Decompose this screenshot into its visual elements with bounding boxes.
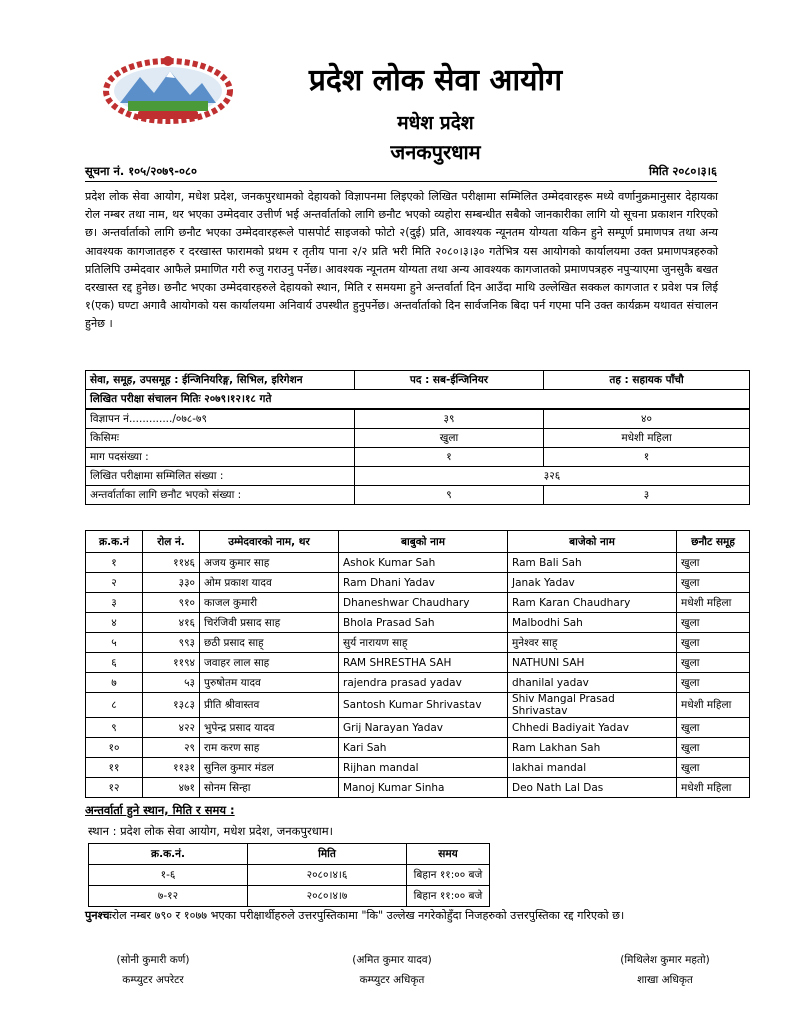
candidate-name: सुनिल कुमार मंडल — [200, 758, 339, 778]
serial-number: ६ — [86, 653, 143, 673]
father-name: Rijhan mandal — [339, 758, 508, 778]
postscript-note — [85, 908, 765, 923]
candidate-name: भुपेन्द्र प्रसाद यादव — [200, 718, 339, 738]
serial-number: ११ — [86, 758, 143, 778]
serial-number: ८ — [86, 693, 143, 718]
candidate-name: प्रीति श्रीवास्तव — [200, 693, 339, 718]
notice-date: मिति २०८०।३।६ — [649, 164, 717, 178]
candidate-name: सोनम सिन्हा — [200, 778, 339, 798]
father-name: Manoj Kumar Sinha — [339, 778, 508, 798]
table-header-row — [86, 531, 750, 553]
roll-number: ९९३ — [143, 633, 200, 653]
column-header: बाबुको नाम — [339, 531, 508, 553]
info-value: ३२६ — [355, 467, 750, 486]
roll-number: १३८३ — [143, 693, 200, 718]
candidate-name: छठी प्रसाद साह् — [200, 633, 339, 653]
info-label: अन्तर्वार्ताका लागि छनौट भएको संख्या : — [86, 486, 355, 505]
father-name: Ashok Kumar Sah — [339, 553, 508, 573]
signatory-name: (सोनी कुमारी कर्ण) — [116, 954, 190, 966]
signature-block — [590, 953, 740, 987]
column-header: रोल नं. — [143, 531, 200, 553]
header-divider — [85, 181, 717, 182]
selection-group: खुला — [677, 633, 750, 653]
roll-number: ३३० — [143, 573, 200, 593]
info-value: मधेशी महिला — [544, 429, 750, 448]
info-label: किसिमः — [86, 429, 355, 448]
info-value: खुला — [355, 429, 544, 448]
province-name: मधेश प्रदेश — [397, 112, 474, 134]
candidate-name: अजय कुमार साह — [200, 553, 339, 573]
serial-number: ७ — [86, 673, 143, 693]
roll-number: ९१० — [143, 593, 200, 613]
city-name: जनकपुरधाम — [390, 140, 481, 164]
signatory-role: कम्प्युटर अधिकृत — [359, 974, 425, 986]
candidate-name: काजल कुमारी — [200, 593, 339, 613]
grandfather-name: Ram Lakhan Sah — [508, 738, 677, 758]
column-header: क्र.क.नं — [86, 531, 143, 553]
selection-group: खुला — [677, 653, 750, 673]
info-value: ९ — [355, 486, 544, 505]
selection-group: खुला — [677, 738, 750, 758]
table-row — [86, 758, 750, 778]
father-name: rajendra prasad yadav — [339, 673, 508, 693]
roll-number: ११९४ — [143, 653, 200, 673]
grandfather-name: Shiv Mangal Prasad Shrivastav — [508, 693, 677, 718]
info-value: ४० — [544, 409, 750, 429]
father-name: सुर्य नारायण साह् — [339, 633, 508, 653]
serial-number: ५ — [86, 633, 143, 653]
interview-venue-place: स्थान : प्रदेश लोक सेवा आयोग, मधेश प्रदेश, जनकपुरधाम। — [88, 824, 333, 838]
selection-group: खुला — [677, 573, 750, 593]
father-name: Ram Dhani Yadav — [339, 573, 508, 593]
schedule-range: ७-१२ — [89, 886, 248, 907]
serial-number: ३ — [86, 593, 143, 613]
father-name: Santosh Kumar Shrivastav — [339, 693, 508, 718]
grandfather-name: Malbodhi Sah — [508, 613, 677, 633]
signatory-name: (मिथिलेश कुमार महतो) — [620, 954, 710, 966]
table-row — [86, 653, 750, 673]
table-row — [86, 738, 750, 758]
grandfather-name: Deo Nath Lal Das — [508, 778, 677, 798]
candidate-name: चिरंजिवी प्रसाद साह — [200, 613, 339, 633]
postscript-label: पुनश्चः — [85, 909, 112, 922]
candidate-name: जवाहर लाल साह — [200, 653, 339, 673]
grandfather-name: lakhai mandal — [508, 758, 677, 778]
candidate-name: पुरुषोतम यादव — [200, 673, 339, 693]
grandfather-name: dhanilal yadav — [508, 673, 677, 693]
schedule-date: २०८०।४।६ — [248, 865, 407, 886]
postscript-text: रोल नम्बर ७९० र १०७७ भएका परीक्षार्थीहरुले उत्तरपुस्तिकामा "कि" उल्लेख नगरेकोहुँदा निजहरुको उत्तरपुस्तिका रद्द गरिएको छ। — [111, 909, 625, 922]
interview-schedule-table — [88, 843, 490, 907]
serial-number: १२ — [86, 778, 143, 798]
interview-venue-title: अन्तर्वार्ता हुने स्थान, मिति र समय : — [85, 803, 235, 817]
serial-number: १ — [86, 553, 143, 573]
roll-number: ४१६ — [143, 613, 200, 633]
roll-number: ५३ — [143, 673, 200, 693]
table-row — [86, 613, 750, 633]
advertisement-info-table — [85, 370, 750, 505]
table-row — [86, 778, 750, 798]
info-label: माग पदसंख्या : — [86, 448, 355, 467]
selection-group: खुला — [677, 553, 750, 573]
serial-number: १० — [86, 738, 143, 758]
roll-number: ४७१ — [143, 778, 200, 798]
selection-group: खुला — [677, 758, 750, 778]
service-group: सेवा, समूह, उपसमूह : ईन्जिनियरिङ्ग, सिभिल, इरिगेशन — [86, 371, 355, 390]
table-row — [86, 673, 750, 693]
info-value: १ — [355, 448, 544, 467]
father-name: Grij Narayan Yadav — [339, 718, 508, 738]
table-row — [86, 593, 750, 613]
column-header: छनौट समूह — [677, 531, 750, 553]
selection-group: मधेशी महिला — [677, 778, 750, 798]
table-row — [86, 573, 750, 593]
exam-date: लिखित परीक्षा संचालन मितिः २०७९।१२।१८ गते — [86, 390, 750, 410]
grandfather-name: Ram Karan Chaudhary — [508, 593, 677, 613]
column-header: समय — [407, 844, 490, 865]
signatory-role: शाखा अधिकृत — [637, 974, 693, 986]
grandfather-name: Janak Yadav — [508, 573, 677, 593]
selection-group: मधेशी महिला — [677, 593, 750, 613]
father-name: RAM SHRESTHA SAH — [339, 653, 508, 673]
info-label: विज्ञापन नं............./०७८-७९ — [86, 409, 355, 429]
table-row — [86, 633, 750, 653]
signature-block — [88, 953, 218, 987]
serial-number: २ — [86, 573, 143, 593]
roll-number: ११४६ — [143, 553, 200, 573]
grandfather-name: मुनेश्वर साह् — [508, 633, 677, 653]
candidate-name: राम करण साह — [200, 738, 339, 758]
grandfather-name: NATHUNI SAH — [508, 653, 677, 673]
serial-number: ४ — [86, 613, 143, 633]
info-label: लिखित परीक्षामा सम्मिलित संख्या : — [86, 467, 355, 486]
column-header: बाजेको नाम — [508, 531, 677, 553]
signatory-role: कम्प्युटर अपरेटर — [122, 974, 184, 986]
info-value: ३ — [544, 486, 750, 505]
selected-candidates-table — [85, 530, 750, 798]
candidate-name: ओम प्रकाश यादव — [200, 573, 339, 593]
schedule-range: १-६ — [89, 865, 248, 886]
selection-group: खुला — [677, 718, 750, 738]
grandfather-name: Chhedi Badiyait Yadav — [508, 718, 677, 738]
table-row — [86, 553, 750, 573]
serial-number: ९ — [86, 718, 143, 738]
commission-title: प्रदेश लोक सेवा आयोग — [308, 63, 563, 98]
schedule-date: २०८०।४।७ — [248, 886, 407, 907]
column-header: क्र.क.नं. — [89, 844, 248, 865]
schedule-time: बिहान ११:०० बजे — [407, 865, 490, 886]
info-value: ३९ — [355, 409, 544, 429]
roll-number: ४२२ — [143, 718, 200, 738]
father-name: Kari Sah — [339, 738, 508, 758]
selection-group: खुला — [677, 673, 750, 693]
table-row — [86, 693, 750, 718]
signature-block — [322, 953, 462, 987]
schedule-time: बिहान ११:०० बजे — [407, 886, 490, 907]
table-row — [89, 886, 490, 907]
roll-number: ११३१ — [143, 758, 200, 778]
post-level: तह : सहायक पाँचौ — [544, 371, 750, 390]
post-name: पद : सब-ईन्जिनियर — [355, 371, 544, 390]
column-header: उम्मेदवारको नाम, थर — [200, 531, 339, 553]
selection-group: खुला — [677, 613, 750, 633]
roll-number: २९ — [143, 738, 200, 758]
info-value: १ — [544, 448, 750, 467]
notice-body: प्रदेश लोक सेवा आयोग, मधेश प्रदेश, जनकपुरधामको देहायको विज्ञापनमा लिइएको लिखित परीक्षामा सम्मिलित उम्मेदवारहरू मध्ये वर्णानुक्रमानुसार देहायका रोल नम्बर तथा नाम, थर भएका उम्मेदवार उत्तीर्ण भई अन्तर्वार्ताको लागि छनौट भएको व्यहोरा सम्बन्धीत सबैको जानकारीका लागि यो सूचना प्रकाशन गरिएको छ। अन्तर्वार्ताको लागि छनौट भएका उम्मेदवारहरूले पासपोर्ट साइजको फोटो २(दुई) प्रति, आवश्यक न्यूनतम योग्यता यकिन हुने सम्पूर्ण प्रमाणपत्र तथा अन्य आवश्यक कागजातहरु र दरखास्त फारामको प्रथम र तृतीय पाना २/२ प्रति भरी मिति २०८०।३।३० गतेभित्र यस आयोगको कार्यालयमा उक्त प्रमाणपत्रहरुको प्रतिलिपि उम्मेदवार आफैले प्रमाणित गरी रुजु गराउनु पर्नेछ। आवश्यक न्यूनतम योग्यता तथा अन्य आवश्यक कागजातको प्रमाणपत्रहरु नपुर्‍याएमा जुनसुकै बखत दरखास्त रद्द हुनेछ। छनौट भएका उम्मेदवारहरुले देहायको स्थान, मिति र समयमा हुने अन्तर्वार्ता दिन आउँदा माथि उल्लेखित सक्कल कागजात र प्रवेश पत्र लिई १(एक) घण्टा अगावै आयोगको यस कार्यालयमा अनिवार्य उपस्थीत हुनुपर्नेछ। अन्तर्वार्ताको दिन सार्वजनिक बिदा पर्न गएमा पनि उक्त कार्यक्रम यथावत संचालन हुनेछ । — [85, 190, 718, 331]
column-header: मिति — [248, 844, 407, 865]
table-row — [86, 718, 750, 738]
father-name: Bhola Prasad Sah — [339, 613, 508, 633]
notice-number: सूचना नं. १०५/२०७९-०८० — [85, 164, 197, 178]
table-row — [89, 865, 490, 886]
selection-group: मधेशी महिला — [677, 693, 750, 718]
grandfather-name: Ram Bali Sah — [508, 553, 677, 573]
father-name: Dhaneshwar Chaudhary — [339, 593, 508, 613]
signatory-name: (अमित कुमार यादव) — [352, 954, 432, 966]
